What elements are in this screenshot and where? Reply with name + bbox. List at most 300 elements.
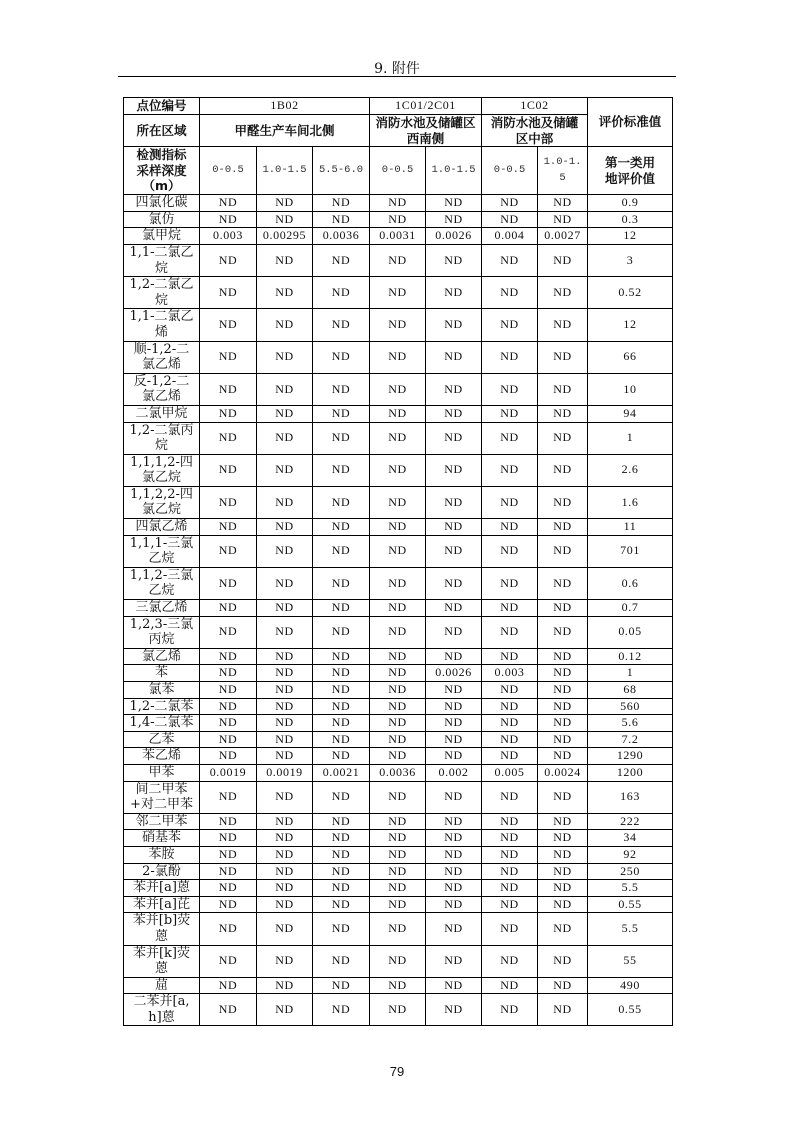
measured-value: ND: [200, 665, 257, 682]
measured-value: ND: [370, 244, 426, 276]
measured-value: ND: [313, 813, 370, 830]
page-number: 79: [389, 1064, 405, 1079]
measured-value: ND: [482, 830, 538, 847]
measured-value: ND: [426, 748, 482, 765]
standard-value: 222: [588, 813, 673, 830]
area-label: 所在区域: [124, 115, 200, 147]
table-row: [124, 846, 673, 863]
measured-value: ND: [313, 896, 370, 913]
measured-value: ND: [538, 748, 588, 765]
measured-value: ND: [370, 195, 426, 212]
indicator-name: 二氯甲烷: [124, 405, 200, 422]
measured-value: ND: [257, 846, 313, 863]
measured-value: ND: [482, 616, 538, 648]
indicator-name: 1,1,1-三氯乙烷: [124, 535, 200, 567]
measured-value: ND: [538, 913, 588, 945]
table-row: [124, 665, 673, 682]
standard-value: 250: [588, 863, 673, 880]
measured-value: ND: [482, 945, 538, 977]
indicator-name: 2-氯酚: [124, 863, 200, 880]
measured-value: ND: [257, 896, 313, 913]
measured-value: ND: [370, 600, 426, 617]
measured-value: ND: [538, 567, 588, 599]
measured-value: ND: [313, 846, 370, 863]
measured-value: ND: [200, 341, 257, 373]
depth-cell: 0-0.5: [482, 147, 538, 195]
measured-value: ND: [200, 913, 257, 945]
measured-value: ND: [426, 405, 482, 422]
indicator-name: 苯胺: [124, 846, 200, 863]
measured-value: ND: [257, 648, 313, 665]
measured-value: ND: [538, 846, 588, 863]
measured-value: ND: [200, 405, 257, 422]
measured-value: ND: [482, 994, 538, 1026]
measured-value: 0.0026: [426, 665, 482, 682]
measured-value: ND: [313, 454, 370, 486]
measured-value: ND: [257, 422, 313, 454]
measured-value: ND: [426, 781, 482, 813]
measured-value: ND: [538, 715, 588, 732]
measured-value: ND: [370, 486, 426, 518]
measured-value: ND: [313, 863, 370, 880]
measured-value: ND: [426, 880, 482, 897]
standard-value: 0.9: [588, 195, 673, 212]
measured-value: ND: [538, 405, 588, 422]
depth-cell: 0-0.5: [200, 147, 257, 195]
measured-value: ND: [200, 698, 257, 715]
depth-cell: 1.0-1.5: [538, 147, 588, 195]
measured-value: ND: [200, 682, 257, 699]
measured-value: ND: [200, 896, 257, 913]
point-id-label: 点位编号: [124, 98, 200, 115]
table-row: [124, 764, 673, 781]
measured-value: ND: [370, 665, 426, 682]
measured-value: ND: [538, 863, 588, 880]
measured-value: ND: [426, 945, 482, 977]
indicator-name: 苯: [124, 665, 200, 682]
measured-value: ND: [538, 277, 588, 309]
measured-value: ND: [200, 945, 257, 977]
measured-value: ND: [200, 195, 257, 212]
measured-value: ND: [370, 863, 426, 880]
table-row: [124, 698, 673, 715]
indicator-name: 四氯乙烯: [124, 519, 200, 536]
measured-value: ND: [482, 341, 538, 373]
measured-value: ND: [200, 486, 257, 518]
measured-value: ND: [313, 648, 370, 665]
measured-value: ND: [370, 277, 426, 309]
measured-value: ND: [538, 648, 588, 665]
measured-value: ND: [482, 454, 538, 486]
measured-value: 0.003: [200, 228, 257, 245]
table-row: [124, 567, 673, 599]
measured-value: ND: [257, 244, 313, 276]
measured-value: ND: [538, 616, 588, 648]
measured-value: ND: [538, 830, 588, 847]
measured-value: ND: [313, 880, 370, 897]
measured-value: ND: [370, 535, 426, 567]
table-row: [124, 535, 673, 567]
depth-row: [124, 147, 673, 195]
table-row: [124, 880, 673, 897]
indicator-name: 苯并[b]荧蒽: [124, 913, 200, 945]
measured-value: ND: [257, 600, 313, 617]
indicator-name: 氯甲烷: [124, 228, 200, 245]
table-row: [124, 913, 673, 945]
measured-value: ND: [200, 616, 257, 648]
measured-value: ND: [313, 731, 370, 748]
measured-value: ND: [482, 880, 538, 897]
measured-value: ND: [482, 405, 538, 422]
measured-value: ND: [313, 781, 370, 813]
indicator-name: 氯苯: [124, 682, 200, 699]
measured-value: ND: [313, 567, 370, 599]
measured-value: ND: [257, 341, 313, 373]
standard-value: 0.6: [588, 567, 673, 599]
standard-value: 0.55: [588, 896, 673, 913]
measured-value: ND: [257, 373, 313, 405]
indicator-name: 氯仿: [124, 211, 200, 228]
measured-value: ND: [200, 519, 257, 536]
standard-value: 92: [588, 846, 673, 863]
standard-value: 0.05: [588, 616, 673, 648]
measured-value: ND: [426, 977, 482, 994]
measured-value: ND: [482, 195, 538, 212]
table-row: [124, 863, 673, 880]
measured-value: ND: [538, 880, 588, 897]
measured-value: ND: [426, 600, 482, 617]
measured-value: ND: [257, 994, 313, 1026]
measured-value: 0.0031: [370, 228, 426, 245]
indicator-name: 䓛: [124, 977, 200, 994]
measured-value: ND: [200, 715, 257, 732]
measured-value: ND: [426, 309, 482, 341]
measured-value: 0.0036: [313, 228, 370, 245]
measured-value: ND: [482, 977, 538, 994]
point-1c01: 1C01/2C01: [370, 98, 482, 115]
measured-value: ND: [538, 486, 588, 518]
measured-value: ND: [538, 454, 588, 486]
standard-value: 701: [588, 535, 673, 567]
measured-value: ND: [538, 682, 588, 699]
measured-value: ND: [200, 830, 257, 847]
indicator-name: 四氯化碳: [124, 195, 200, 212]
measured-value: ND: [313, 195, 370, 212]
measured-value: ND: [200, 648, 257, 665]
measured-value: 0.004: [482, 228, 538, 245]
measured-value: ND: [482, 896, 538, 913]
header-divider: [118, 76, 676, 77]
measured-value: ND: [370, 309, 426, 341]
measured-value: ND: [200, 880, 257, 897]
indicator-name: 苯并[a]芘: [124, 896, 200, 913]
measured-value: ND: [482, 535, 538, 567]
measured-value: ND: [313, 244, 370, 276]
indicator-name: 苯并[a]蒽: [124, 880, 200, 897]
measured-value: ND: [426, 486, 482, 518]
indicator-name: 1,2-二氯乙烷: [124, 277, 200, 309]
point-1c02: 1C02: [482, 98, 588, 115]
measured-value: ND: [257, 682, 313, 699]
measured-value: ND: [257, 454, 313, 486]
measured-value: 0.0024: [538, 764, 588, 781]
measured-value: ND: [538, 519, 588, 536]
measured-value: ND: [313, 373, 370, 405]
standard-value: 1200: [588, 764, 673, 781]
measured-value: ND: [370, 896, 426, 913]
measured-value: ND: [538, 341, 588, 373]
measured-value: ND: [313, 600, 370, 617]
standard-value: 1: [588, 665, 673, 682]
standard-value: 3: [588, 244, 673, 276]
standard-subheader: 第一类用地评价值: [588, 147, 673, 195]
measured-value: ND: [313, 519, 370, 536]
standard-value: 0.55: [588, 994, 673, 1026]
table-row: [124, 977, 673, 994]
measured-value: ND: [313, 945, 370, 977]
standard-value: 0.52: [588, 277, 673, 309]
measured-value: ND: [200, 309, 257, 341]
measured-value: ND: [200, 731, 257, 748]
measured-value: ND: [426, 994, 482, 1026]
measured-value: ND: [538, 422, 588, 454]
depth-cell: 0-0.5: [370, 147, 426, 195]
measured-value: ND: [257, 913, 313, 945]
measured-value: ND: [426, 913, 482, 945]
measured-value: ND: [313, 405, 370, 422]
measured-value: ND: [426, 715, 482, 732]
indicator-name: 顺-1,2-二氯乙烯: [124, 341, 200, 373]
measured-value: ND: [426, 211, 482, 228]
measured-value: ND: [313, 277, 370, 309]
measured-value: ND: [370, 648, 426, 665]
table-row: [124, 373, 673, 405]
indicator-name: 三氯乙烯: [124, 600, 200, 617]
measured-value: ND: [370, 880, 426, 897]
measured-value: ND: [370, 454, 426, 486]
measured-value: ND: [370, 781, 426, 813]
area-3: 消防水池及储罐区中部: [482, 115, 588, 147]
measured-value: ND: [538, 977, 588, 994]
measured-value: ND: [426, 896, 482, 913]
measured-value: ND: [370, 830, 426, 847]
table-row: [124, 195, 673, 212]
measured-value: ND: [426, 616, 482, 648]
measured-value: ND: [370, 519, 426, 536]
measured-value: ND: [370, 846, 426, 863]
indicator-name: 1,1,1,2-四氯乙烷: [124, 454, 200, 486]
depth-label: 检测指标采样深度（m）: [124, 147, 200, 195]
measured-value: ND: [257, 535, 313, 567]
measured-value: ND: [200, 994, 257, 1026]
indicator-name: 间二甲苯+对二甲苯: [124, 781, 200, 813]
measured-value: ND: [257, 405, 313, 422]
measured-value: ND: [426, 682, 482, 699]
measured-value: ND: [482, 698, 538, 715]
measured-value: ND: [426, 277, 482, 309]
depth-cell: 1.0-1.5: [426, 147, 482, 195]
measured-value: ND: [370, 813, 426, 830]
table-row: [124, 781, 673, 813]
measured-value: ND: [370, 341, 426, 373]
measured-value: ND: [200, 373, 257, 405]
measured-value: 0.003: [482, 665, 538, 682]
measured-value: ND: [257, 945, 313, 977]
indicator-name: 硝基苯: [124, 830, 200, 847]
point-id-row: [124, 98, 673, 115]
measured-value: ND: [200, 846, 257, 863]
measured-value: ND: [313, 422, 370, 454]
indicator-name: 1,2-二氯苯: [124, 698, 200, 715]
table-row: [124, 341, 673, 373]
table-row: [124, 813, 673, 830]
measured-value: ND: [313, 486, 370, 518]
measured-value: 0.0019: [200, 764, 257, 781]
indicator-name: 苯并[k]荧蒽: [124, 945, 200, 977]
measured-value: ND: [257, 486, 313, 518]
measured-value: ND: [257, 309, 313, 341]
standard-value: 0.12: [588, 648, 673, 665]
measured-value: ND: [313, 341, 370, 373]
measured-value: ND: [313, 211, 370, 228]
table-row: [124, 830, 673, 847]
measured-value: ND: [482, 715, 538, 732]
standard-header: 评价标准值: [588, 98, 673, 147]
measured-value: 0.0027: [538, 228, 588, 245]
measured-value: ND: [257, 665, 313, 682]
indicator-name: 邻二甲苯: [124, 813, 200, 830]
measured-value: ND: [482, 682, 538, 699]
standard-value: 560: [588, 698, 673, 715]
measured-value: ND: [313, 748, 370, 765]
measured-value: ND: [370, 567, 426, 599]
indicator-name: 1,1-二氯乙烯: [124, 309, 200, 341]
measured-value: ND: [482, 211, 538, 228]
measured-value: ND: [538, 600, 588, 617]
measured-value: ND: [313, 994, 370, 1026]
standard-value: 0.3: [588, 211, 673, 228]
measured-value: ND: [482, 567, 538, 599]
measured-value: ND: [370, 945, 426, 977]
measured-value: ND: [370, 616, 426, 648]
standard-value: 2.6: [588, 454, 673, 486]
standard-value: 66: [588, 341, 673, 373]
measured-value: ND: [538, 535, 588, 567]
measured-value: ND: [257, 519, 313, 536]
measured-value: ND: [482, 309, 538, 341]
measured-value: 0.0021: [313, 764, 370, 781]
measured-value: ND: [426, 731, 482, 748]
indicator-name: 反-1,2-二氯乙烯: [124, 373, 200, 405]
measured-value: ND: [257, 781, 313, 813]
measured-value: ND: [482, 373, 538, 405]
monitoring-results-table: [123, 97, 673, 1026]
measured-value: ND: [426, 244, 482, 276]
measured-value: ND: [200, 567, 257, 599]
measured-value: ND: [482, 519, 538, 536]
table-row: [124, 648, 673, 665]
standard-value: 490: [588, 977, 673, 994]
measured-value: ND: [257, 567, 313, 599]
measured-value: ND: [200, 748, 257, 765]
measured-value: ND: [200, 535, 257, 567]
measured-value: ND: [200, 600, 257, 617]
measured-value: ND: [370, 715, 426, 732]
measured-value: ND: [370, 373, 426, 405]
measured-value: ND: [482, 422, 538, 454]
standard-value: 163: [588, 781, 673, 813]
indicator-name: 苯乙烯: [124, 748, 200, 765]
indicator-name: 1,1,2,2-四氯乙烷: [124, 486, 200, 518]
measured-value: ND: [200, 454, 257, 486]
measured-value: ND: [257, 616, 313, 648]
table-row: [124, 682, 673, 699]
table-row: [124, 994, 673, 1026]
measured-value: ND: [313, 535, 370, 567]
measured-value: ND: [200, 422, 257, 454]
measured-value: ND: [426, 863, 482, 880]
measured-value: ND: [482, 731, 538, 748]
measured-value: ND: [313, 913, 370, 945]
measured-value: ND: [538, 244, 588, 276]
measured-value: ND: [200, 977, 257, 994]
measured-value: ND: [482, 486, 538, 518]
indicator-name: 1,2-二氯丙烷: [124, 422, 200, 454]
indicator-name: 乙苯: [124, 731, 200, 748]
measured-value: 0.002: [426, 764, 482, 781]
indicator-name: 1,1,2-三氯乙烷: [124, 567, 200, 599]
measured-value: ND: [482, 863, 538, 880]
measured-value: ND: [482, 244, 538, 276]
measured-value: ND: [257, 830, 313, 847]
measured-value: ND: [426, 535, 482, 567]
table-row: [124, 211, 673, 228]
measured-value: ND: [313, 977, 370, 994]
table-row: [124, 715, 673, 732]
standard-value: 0.7: [588, 600, 673, 617]
area-2: 消防水池及储罐区西南侧: [370, 115, 482, 147]
measured-value: ND: [482, 781, 538, 813]
table-row: [124, 731, 673, 748]
standard-value: 1: [588, 422, 673, 454]
table-row: [124, 228, 673, 245]
measured-value: ND: [200, 211, 257, 228]
measured-value: ND: [200, 277, 257, 309]
measured-value: ND: [538, 813, 588, 830]
table-row: [124, 454, 673, 486]
measured-value: ND: [313, 830, 370, 847]
standard-value: 1.6: [588, 486, 673, 518]
measured-value: ND: [538, 781, 588, 813]
table-row: [124, 519, 673, 536]
measured-value: ND: [482, 648, 538, 665]
measured-value: 0.00295: [257, 228, 313, 245]
measured-value: ND: [370, 977, 426, 994]
measured-value: ND: [200, 863, 257, 880]
measured-value: ND: [257, 195, 313, 212]
measured-value: ND: [200, 781, 257, 813]
measured-value: ND: [257, 863, 313, 880]
standard-value: 5.6: [588, 715, 673, 732]
area-1: 甲醛生产车间北侧: [200, 115, 370, 147]
depth-cell: 5.5-6.0: [313, 147, 370, 195]
measured-value: ND: [257, 977, 313, 994]
measured-value: ND: [257, 731, 313, 748]
measured-value: ND: [426, 567, 482, 599]
standard-value: 11: [588, 519, 673, 536]
measured-value: ND: [426, 422, 482, 454]
standard-value: 68: [588, 682, 673, 699]
